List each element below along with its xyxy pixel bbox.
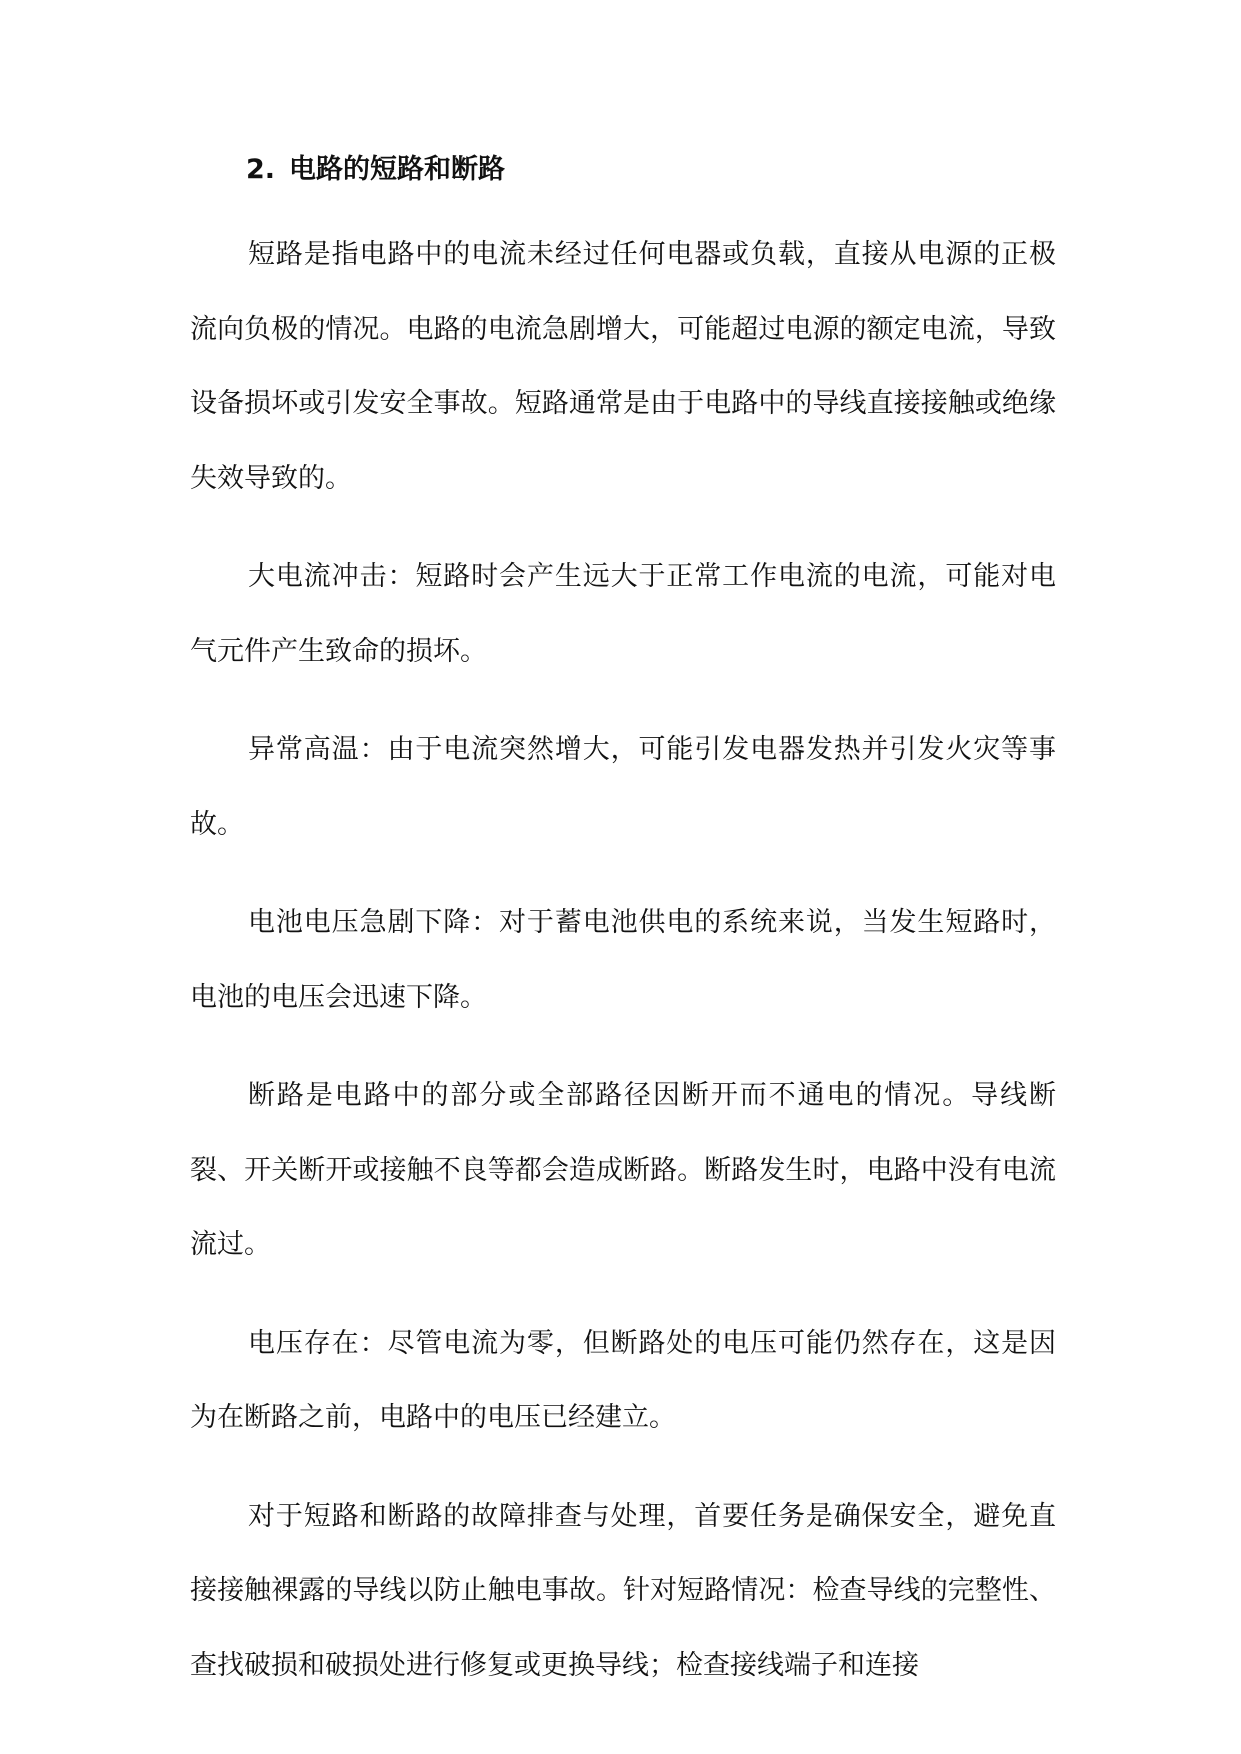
paragraph-troubleshooting: 对于短路和断路的故障排查与处理，首要任务是确保安全，避免直接接触裸露的导线以防止触电事故。针对短路情况：检查导线的完整性、查找破损和破损处进行修复或更换导线；检查接线端子和连接 xyxy=(190,1500,1056,1681)
paragraph-voltage-present: 电压存在：尽管电流为零，但断路处的电压可能仍然存在，这是因为在断路之前，电路中的电压已经建立。 xyxy=(190,1327,1056,1433)
section-title: 电路的短路和断路 xyxy=(289,154,506,185)
paragraph-battery-voltage-drop: 电池电压急剧下降：对于蓄电池供电的系统来说，当发生短路时，电池的电压会迅速下降。 xyxy=(190,907,1056,1013)
paragraph-short-circuit-definition: 短路是指电路中的电流未经过任何电器或负载，直接从电源的正极流向负极的情况。电路的电流急剧增大，可能超过电源的额定电流，导致设备损坏或引发安全事故。短路通常是由于电路中的导线直接接触或绝缘失效导致的。 xyxy=(190,239,1056,494)
paragraph-abnormal-high-temperature: 异常高温：由于电流突然增大，可能引发电器发热并引发火灾等事故。 xyxy=(190,734,1056,840)
paragraph-open-circuit-definition: 断路是电路中的部分或全部路径因断开而不通电的情况。导线断裂、开关断开或接触不良等都会造成断路。断路发生时，电路中没有电流流过。 xyxy=(190,1080,1056,1260)
paragraph-high-current-impact: 大电流冲击：短路时会产生远大于正常工作电流的电流，可能对电气元件产生致命的损坏。 xyxy=(190,561,1056,667)
section-number: 2. xyxy=(246,154,276,185)
document-page xyxy=(190,148,1056,1727)
section-heading xyxy=(190,148,1056,192)
